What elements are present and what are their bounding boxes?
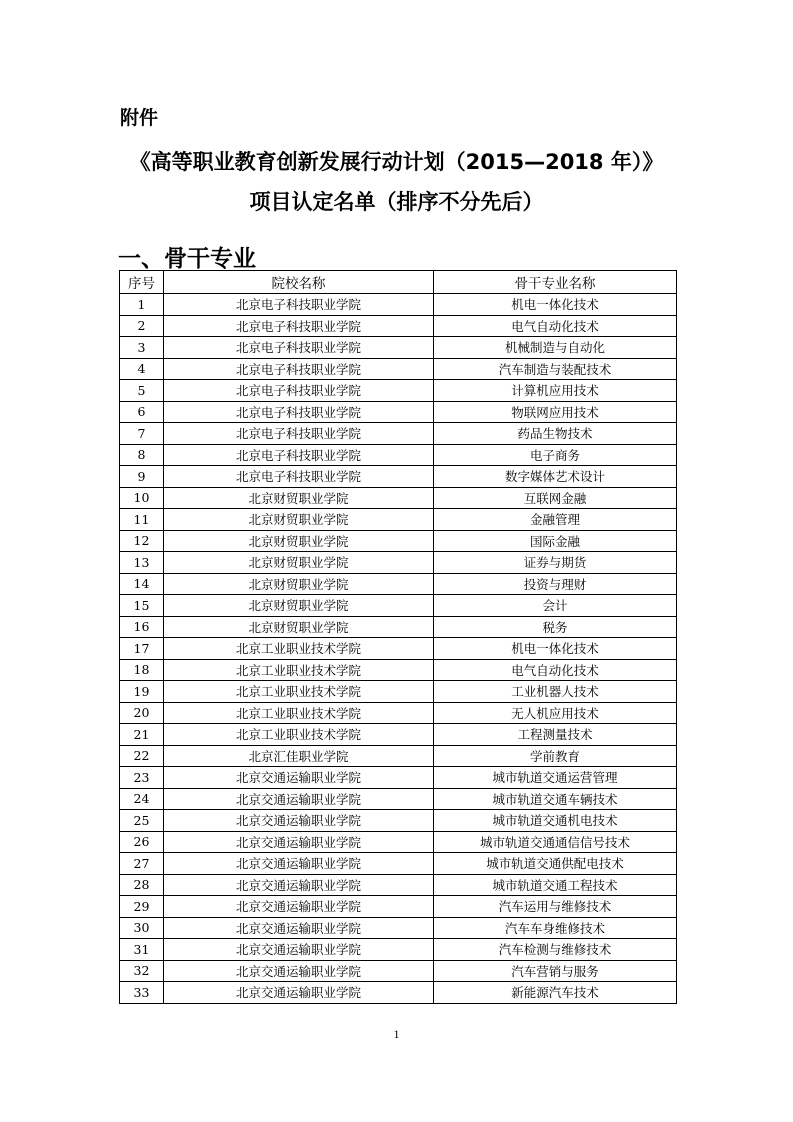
major-name: 工业机器人技术 (434, 681, 677, 703)
school-name: 北京财贸职业学院 (164, 595, 434, 617)
table-row (120, 896, 677, 918)
table-row (120, 917, 677, 939)
table-body (120, 294, 677, 1004)
table-row (120, 509, 677, 531)
school-name: 北京财贸职业学院 (164, 573, 434, 595)
major-name: 机械制造与自动化 (434, 337, 677, 359)
table-row (120, 681, 677, 703)
major-name: 税务 (434, 616, 677, 638)
row-index: 31 (120, 939, 164, 961)
row-index: 12 (120, 530, 164, 552)
major-name: 汽车车身维修技术 (434, 917, 677, 939)
school-name: 北京财贸职业学院 (164, 552, 434, 574)
row-index: 8 (120, 444, 164, 466)
school-name: 北京电子科技职业学院 (164, 380, 434, 402)
row-index: 4 (120, 358, 164, 380)
major-name: 汽车检测与维修技术 (434, 939, 677, 961)
row-index: 14 (120, 573, 164, 595)
row-index: 26 (120, 831, 164, 853)
row-index: 10 (120, 487, 164, 509)
school-name: 北京交通运输职业学院 (164, 917, 434, 939)
major-name: 城市轨道交通通信信号技术 (434, 831, 677, 853)
row-index: 3 (120, 337, 164, 359)
major-name: 互联网金融 (434, 487, 677, 509)
row-index: 30 (120, 917, 164, 939)
row-index: 18 (120, 659, 164, 681)
major-name: 电子商务 (434, 444, 677, 466)
table-row (120, 982, 677, 1004)
table-row (120, 724, 677, 746)
major-name: 数字媒体艺术设计 (434, 466, 677, 488)
major-name: 工程测量技术 (434, 724, 677, 746)
major-name: 金融管理 (434, 509, 677, 531)
school-name: 北京交通运输职业学院 (164, 810, 434, 832)
row-index: 21 (120, 724, 164, 746)
major-name: 城市轨道交通工程技术 (434, 874, 677, 896)
header-major: 骨干专业名称 (434, 271, 677, 294)
major-name: 城市轨道交通供配电技术 (434, 853, 677, 875)
table-row (120, 960, 677, 982)
row-index: 20 (120, 702, 164, 724)
school-name: 北京电子科技职业学院 (164, 444, 434, 466)
table-row (120, 831, 677, 853)
core-majors-table (119, 270, 677, 1004)
major-name: 城市轨道交通运营管理 (434, 767, 677, 789)
table-row (120, 810, 677, 832)
school-name: 北京工业职业技术学院 (164, 638, 434, 660)
table-row (120, 530, 677, 552)
table-row (120, 401, 677, 423)
school-name: 北京电子科技职业学院 (164, 337, 434, 359)
row-index: 28 (120, 874, 164, 896)
table-row (120, 874, 677, 896)
school-name: 北京电子科技职业学院 (164, 315, 434, 337)
major-name: 汽车制造与装配技术 (434, 358, 677, 380)
school-name: 北京工业职业技术学院 (164, 681, 434, 703)
major-name: 无人机应用技术 (434, 702, 677, 724)
row-index: 17 (120, 638, 164, 660)
row-index: 16 (120, 616, 164, 638)
document-subtitle: 项目认定名单（排序不分先后） (249, 190, 544, 214)
school-name: 北京工业职业技术学院 (164, 702, 434, 724)
major-name: 证券与期货 (434, 552, 677, 574)
major-name: 电气自动化技术 (434, 315, 677, 337)
major-name: 城市轨道交通车辆技术 (434, 788, 677, 810)
row-index: 9 (120, 466, 164, 488)
school-name: 北京电子科技职业学院 (164, 294, 434, 316)
school-name: 北京财贸职业学院 (164, 509, 434, 531)
major-name: 电气自动化技术 (434, 659, 677, 681)
row-index: 33 (120, 982, 164, 1004)
major-name: 汽车营销与服务 (434, 960, 677, 982)
table-row (120, 315, 677, 337)
row-index: 25 (120, 810, 164, 832)
school-name: 北京汇佳职业学院 (164, 745, 434, 767)
table-row (120, 380, 677, 402)
header-school: 院校名称 (164, 271, 434, 294)
school-name: 北京电子科技职业学院 (164, 358, 434, 380)
major-name: 机电一体化技术 (434, 638, 677, 660)
document-title: 《高等职业教育创新发展行动计划（2015—2018 年）》 (129, 150, 664, 174)
school-name: 北京交通运输职业学院 (164, 831, 434, 853)
row-index: 23 (120, 767, 164, 789)
major-name: 新能源汽车技术 (434, 982, 677, 1004)
school-name: 北京交通运输职业学院 (164, 853, 434, 875)
row-index: 2 (120, 315, 164, 337)
table-row (120, 294, 677, 316)
school-name: 北京财贸职业学院 (164, 487, 434, 509)
major-name: 投资与理财 (434, 573, 677, 595)
page-number: 1 (393, 1027, 400, 1041)
table-row (120, 767, 677, 789)
header-index: 序号 (120, 271, 164, 294)
row-index: 13 (120, 552, 164, 574)
school-name: 北京工业职业技术学院 (164, 659, 434, 681)
row-index: 19 (120, 681, 164, 703)
major-name: 国际金融 (434, 530, 677, 552)
school-name: 北京工业职业技术学院 (164, 724, 434, 746)
table-header-row (120, 271, 677, 294)
major-name: 药品生物技术 (434, 423, 677, 445)
table-row (120, 659, 677, 681)
major-name: 会计 (434, 595, 677, 617)
table-row (120, 552, 677, 574)
major-name: 计算机应用技术 (434, 380, 677, 402)
school-name: 北京交通运输职业学院 (164, 939, 434, 961)
row-index: 29 (120, 896, 164, 918)
table-row (120, 423, 677, 445)
table-row (120, 702, 677, 724)
table-row (120, 444, 677, 466)
section-heading: 一、骨干专业 (118, 246, 256, 272)
school-name: 北京电子科技职业学院 (164, 466, 434, 488)
table-row (120, 358, 677, 380)
table-row (120, 745, 677, 767)
row-index: 7 (120, 423, 164, 445)
school-name: 北京财贸职业学院 (164, 616, 434, 638)
major-name: 机电一体化技术 (434, 294, 677, 316)
table-row (120, 595, 677, 617)
school-name: 北京电子科技职业学院 (164, 401, 434, 423)
row-index: 11 (120, 509, 164, 531)
row-index: 27 (120, 853, 164, 875)
table-row (120, 573, 677, 595)
row-index: 6 (120, 401, 164, 423)
school-name: 北京电子科技职业学院 (164, 423, 434, 445)
row-index: 5 (120, 380, 164, 402)
major-name: 汽车运用与维修技术 (434, 896, 677, 918)
table-row (120, 616, 677, 638)
major-name: 学前教育 (434, 745, 677, 767)
school-name: 北京财贸职业学院 (164, 530, 434, 552)
row-index: 22 (120, 745, 164, 767)
school-name: 北京交通运输职业学院 (164, 874, 434, 896)
table-row (120, 466, 677, 488)
table-row (120, 337, 677, 359)
table-row (120, 487, 677, 509)
row-index: 1 (120, 294, 164, 316)
school-name: 北京交通运输职业学院 (164, 767, 434, 789)
row-index: 32 (120, 960, 164, 982)
school-name: 北京交通运输职业学院 (164, 896, 434, 918)
table-row (120, 638, 677, 660)
school-name: 北京交通运输职业学院 (164, 960, 434, 982)
major-name: 城市轨道交通机电技术 (434, 810, 677, 832)
table-row (120, 788, 677, 810)
table-row (120, 939, 677, 961)
school-name: 北京交通运输职业学院 (164, 788, 434, 810)
attachment-label: 附件 (120, 107, 159, 129)
row-index: 24 (120, 788, 164, 810)
major-name: 物联网应用技术 (434, 401, 677, 423)
table-row (120, 853, 677, 875)
row-index: 15 (120, 595, 164, 617)
school-name: 北京交通运输职业学院 (164, 982, 434, 1004)
